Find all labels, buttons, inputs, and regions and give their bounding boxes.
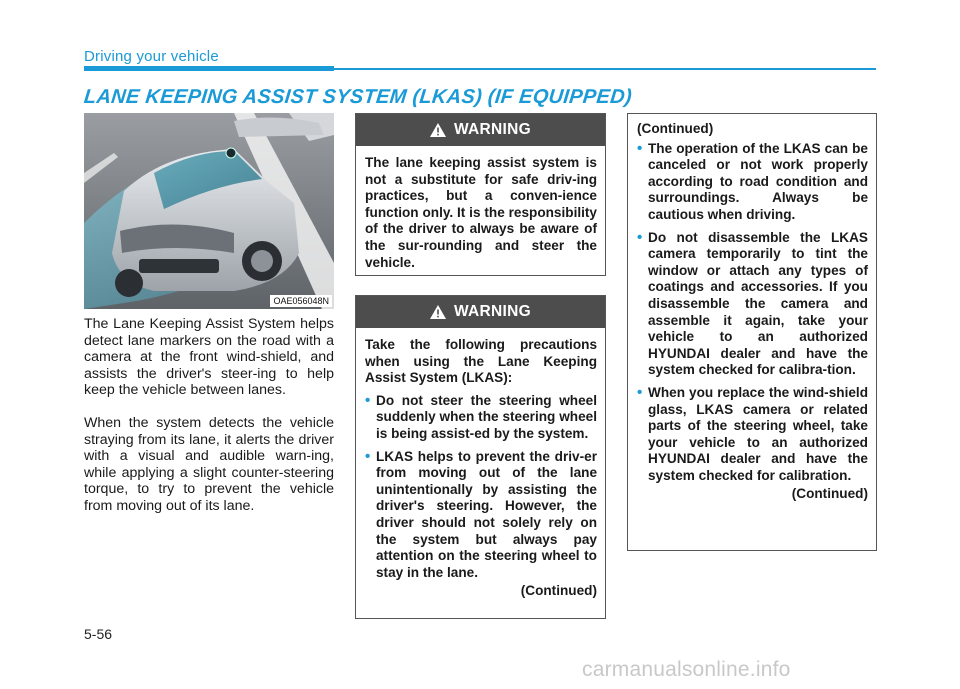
- bullet-icon: •: [637, 139, 643, 157]
- warning-bullet-list: [365, 393, 597, 582]
- bullet-icon: •: [637, 228, 643, 246]
- figure-code: OAE056048N: [270, 295, 332, 307]
- warning-header: [356, 114, 605, 146]
- continued-label-bottom: (Continued): [791, 486, 868, 502]
- header-bar: [84, 66, 334, 71]
- warning-text: The lane keeping assist system is not a substitute for safe driv-ing practices, but a conven-ience function only. It is the responsibility of the driver to always be aware of the sur-rounding and steer the vehicle.: [365, 155, 597, 270]
- list-item: • LKAS helps to prevent the driv-er from moving out of the lane unintentionally by assisting the driver's steering. However, the driver should not solely rely on the system but always pay attention on the steering wheel to stay in the lane.: [365, 447, 597, 580]
- body-paragraph-2: When the system detects the vehicle straying from its lane, it alerts the driver with a visual and audible warn-ing, while applying a slight counter-steering torque, to try to prevent the vehicle from moving out of its lane.: [84, 415, 334, 514]
- watermark: carmanualsonline.info: [582, 658, 791, 681]
- page-number: 5-56: [84, 626, 113, 642]
- bullet-icon: •: [365, 391, 371, 409]
- continued-label: (Continued): [520, 583, 597, 599]
- warning-label: WARNING: [453, 121, 531, 138]
- continued-label-top: (Continued): [637, 121, 714, 136]
- warning-box-2: [355, 295, 606, 619]
- warning-box-3: [627, 113, 877, 551]
- bullet-icon: •: [365, 447, 371, 465]
- body-paragraph-1: The Lane Keeping Assist System helps detect lane markers on the road with a camera at the front wind-shield, and assists the driver's steer-ing to help keep the vehicle between lanes.: [84, 316, 334, 399]
- warning-bullet-list: [637, 141, 868, 485]
- warning-intro: Take the following precautions when using the Lane Keeping Assist System (LKAS):: [365, 337, 597, 386]
- list-item: • The operation of the LKAS can be canceled or not work properly according to road condition and surroundings. Always be cautious when driving.: [637, 139, 868, 222]
- page-title: LANE KEEPING ASSIST SYSTEM (LKAS) (IF EQUIPPED): [82, 86, 634, 108]
- warning-triangle-icon: [430, 123, 446, 137]
- car-illustration: [84, 113, 334, 309]
- warning-triangle-icon: [430, 305, 446, 319]
- bullet-icon: •: [637, 383, 643, 401]
- warning-header: [356, 296, 605, 328]
- header-section-title: Driving your vehicle: [84, 48, 219, 65]
- warning-box-1: [355, 113, 606, 276]
- header-rule: [334, 68, 876, 70]
- list-item: • When you replace the wind-shield glass, LKAS camera or related parts of the steering wheel, take your vehicle to an authorized HYUNDAI dealer and have the system checked for calibration.: [637, 383, 868, 483]
- warning-label: WARNING: [453, 303, 531, 320]
- list-item: • Do not steer the steering wheel suddenly when the steering wheel is being assist-ed by the system.: [365, 391, 597, 441]
- list-item: • Do not disassemble the LKAS camera temporarily to tint the window or attach any types of coatings and accessories. If you disassemble the camera and assemble it again, take your vehicle to an authorized HYUNDAI dealer and have the system checked for calibra-tion.: [637, 228, 868, 378]
